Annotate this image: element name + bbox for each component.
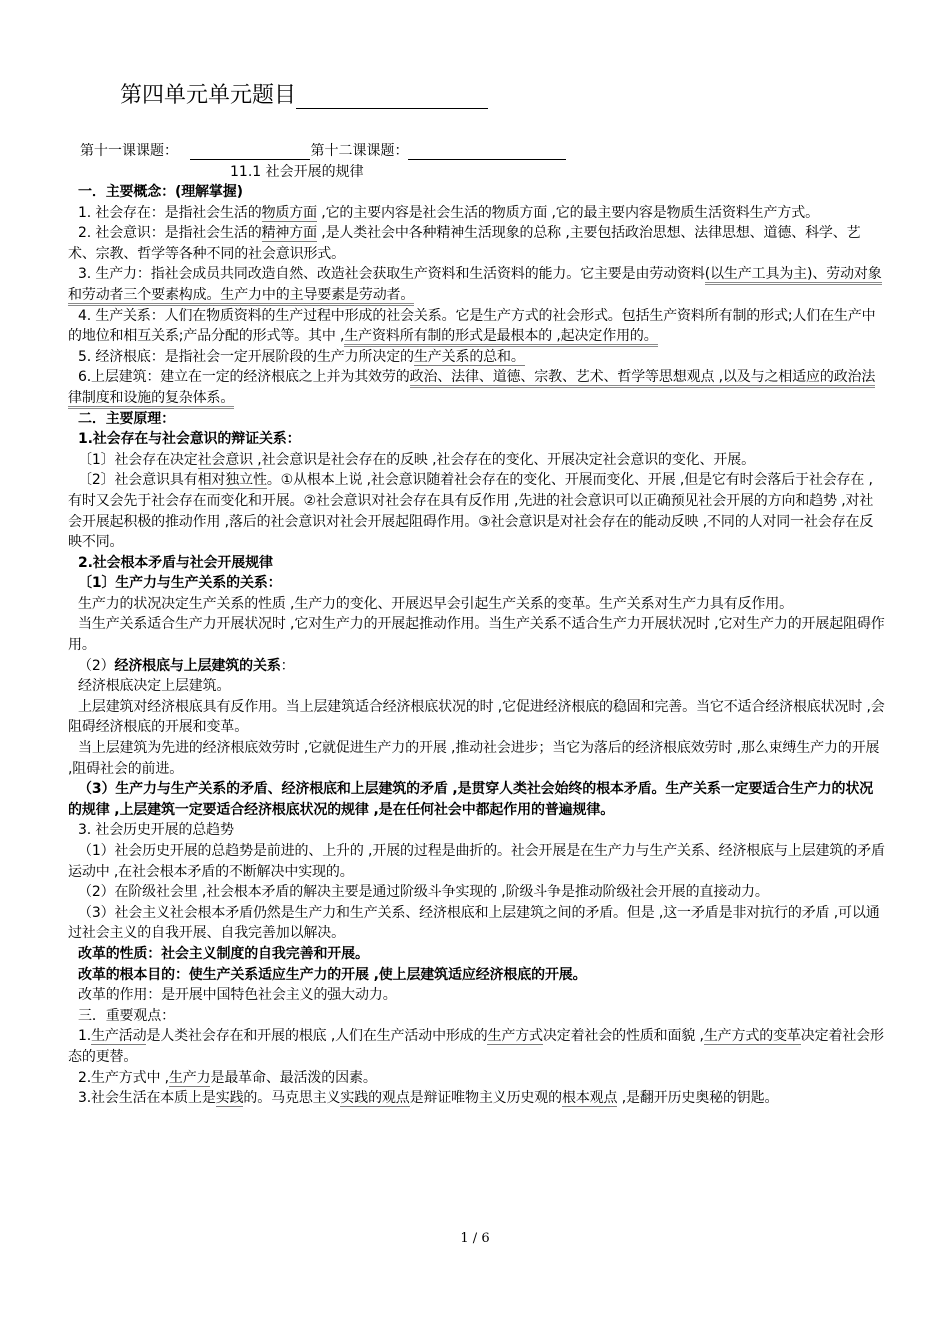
section-subtitle: 11.1 社会开展的规律 (230, 164, 364, 180)
concept-social-consciousness: 2. 社会意识：是指社会生活的精神方面 ,是人类社会中各种精神生活现象的总称 ,主要包括政治思想、法律思想、道德、科学、艺术、宗教、哲学等各种不同的社会意识形式。 (68, 225, 861, 262)
principle1-point2: 〔2〕社会意识具有相对独立性。①从根本上说 ,社会意识随着社会存在的变化、开展而变化、开展 ,但是它有时会落后于社会存在 ,有时又会先于社会存在而变化和开展。②社会意识对社会存在具有反作用 ,先进的社会意识可以正确预见社会开展的方向和趋势 ,对社会开展起积极的推动作用 ,落后的社会意识对社会开展起阻碍作用。③社会意识是对社会存在的能动反映 ,不同的人对同一社会存在反映不同。 (68, 472, 874, 551)
principle2-para1: 生产力的状况决定生产关系的性质 ,生产力的变化、开展迟早会引起生产关系的变革。生产关系对生产力具有反作用。 (78, 595, 793, 612)
principle2-heading: 2.社会根本矛盾与社会开展规律 (78, 554, 273, 571)
concept-productive-forces: 3. 生产力：指社会成员共同改造自然、改造社会获取生产资料和生活资料的能力。它主要是由劳动资料(以生产工具为主)、劳动对象和劳动者三个要素构成。生产力中的主导要素是劳动者。 (68, 264, 886, 305)
principle1-heading: 1.社会存在与社会意识的辩证关系： (78, 431, 301, 448)
reform-nature: 改革的性质：社会主义制度的自我完善和开展。 (78, 945, 369, 962)
reform-role: 改革的作用：是开展中国特色社会主义的强大动力。 (78, 987, 397, 1004)
viewpoint2: 2.生产方式中 ,生产力是最革命、最活泼的因素。 (78, 1069, 377, 1086)
page-number: 1 / 6 (460, 1231, 490, 1246)
principle2-para2: 当生产关系适合生产力开展状况时 ,它对生产力的开展起推动作用。当生产关系不适合生产力开展状况时 ,它对生产力的开展起阻碍作用。 (68, 616, 885, 654)
reform-purpose: 改革的根本目的：使生产关系适应生产力的开展 ,使上层建筑适应经济根底的开展。 (78, 966, 587, 983)
principle2-para5: 当上层建筑为先进的经济根底效劳时 ,它就促进生产力的开展 ,推动社会进步；当它为落后的经济根底效劳时 ,那么束缚生产力的开展 ,阻碍社会的前进。 (68, 740, 880, 777)
principle3-point1: （1）社会历史开展的总趋势是前进的、上升的 ,开展的过程是曲折的。社会开展是在生产力与生产关系、经济根底与上层建筑的矛盾运动中 ,在社会根本矛盾的不断解决中实现的。 (68, 843, 885, 880)
principle1-point1: 〔1〕社会存在决定社会意识 ,社会意识是社会存在的反映 ,社会存在的变化、开展决定社会意识的变化、开展。 (78, 451, 755, 468)
concept-superstructure: 6.上层建筑：建立在一定的经济根底之上并为其效劳的政治、法律、道德、宗教、艺术、哲学等思想观点 ,以及与之相适应的政治法律制度和设施的复杂体系。 (68, 367, 886, 408)
unit-title: 第四单元单元题目 (120, 78, 488, 109)
principle2-sub1-heading: 〔1〕生产力与生产关系的关系： (78, 575, 282, 592)
section1-heading: 一．主要概念：(理解掌握) (78, 184, 243, 200)
lesson11-topic-label: 第十一课课题： (80, 143, 178, 159)
viewpoint3: 3.社会生活在本质上是实践的。马克思主义实践的观点是辩证唯物主义历史观的根本观点 ,是翻开历史奥秘的钥匙。 (78, 1090, 779, 1107)
principle3-point2: （2）在阶级社会里 ,社会根本矛盾的解决主要是通过阶级斗争实现的 ,阶级斗争是推动阶级社会开展的直接动力。 (78, 884, 769, 901)
section3-heading: 三．重要观点： (78, 1007, 175, 1024)
concept-economic-base: 5. 经济根底：是指社会一定开展阶段的生产力所决定的生产关系的总和。 (78, 348, 525, 365)
principle2-para3: 经济根底决定上层建筑。 (78, 678, 231, 695)
principle3-point3: （3）社会主义社会根本矛盾仍然是生产力和生产关系、经济根底和上层建筑之间的矛盾。但是 ,这一矛盾是非对抗行的矛盾 ,可以通过社会主义的自我开展、自我完善加以解决。 (68, 904, 880, 942)
viewpoint1: 1.生产活动是人类社会存在和开展的根底 ,人们在生产活动中形成的生产方式决定着社会的性质和面貌 ,生产方式的变革决定着社会形态的更替。 (68, 1028, 884, 1065)
concept-relations-of-production: 4. 生产关系：人们在物质资料的生产过程中形成的社会关系。它是生产方式的社会形式。包括生产资料所有制的形式;人们在生产中的地位和相互关系;产品分配的形式等。其中 ,生产资料所有制的形式是最根本的 ,起决定作用的。 (68, 306, 886, 347)
lesson-topics-line (80, 140, 566, 160)
lesson11-topic-blank (190, 144, 310, 160)
principle2-sub2-heading: （2）经济根底与上层建筑的关系： (78, 657, 295, 674)
title-blank-line (296, 86, 488, 109)
lesson12-topic-blank (408, 144, 566, 160)
lesson12-topic-label: 第十二课课题： (310, 143, 409, 159)
principle2-para4: 上层建筑对经济根底具有反作用。当上层建筑适合经济根底状况的时 ,它促进经济根底的稳固和完善。当它不适合经济根底状况时 ,会阻碍经济根底的开展和变革。 (68, 698, 885, 736)
section2-heading: 二．主要原理： (78, 410, 175, 427)
document-body (68, 182, 886, 1109)
principle2-sub3: （3）生产力与生产关系的矛盾、经济根底和上层建筑的矛盾 ,是贯穿人类社会始终的根本矛盾。生产关系一定要适合生产力的状况的规律 ,上层建筑一定要适合经济根底状况的规律 ,是在任何社会中都起作用的普遍规律。 (68, 781, 874, 818)
principle3-heading: 3. 社会历史开展的总趋势 (78, 822, 234, 839)
concept-social-existence: 1. 社会存在：是指社会生活的物质方面 ,它的主要内容是社会生活的物质方面 ,它的最主要内容是物质生活资料生产方式。 (78, 204, 819, 221)
